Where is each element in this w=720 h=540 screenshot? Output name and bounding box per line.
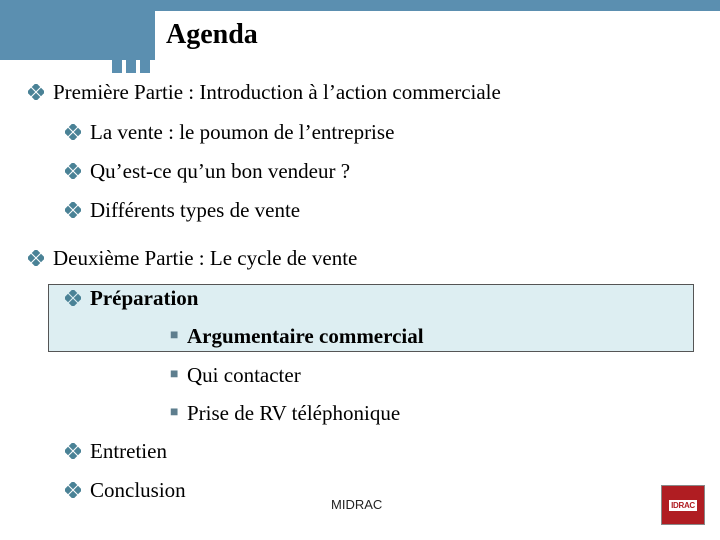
footer-text: MIDRAC — [331, 497, 383, 512]
list-item — [65, 197, 300, 223]
list-item-text: Différents types de vente — [90, 198, 301, 222]
list-item-text: Qu’est-ce qu’un bon vendeur ? — [90, 159, 351, 183]
list-item-text: Première Partie : Introduction à l’action commerciale — [53, 80, 501, 104]
list-item-text: Préparation — [90, 286, 199, 310]
list-item-text: Argumentaire commercial — [187, 324, 424, 348]
list-item — [170, 400, 400, 426]
header-decoration-step — [126, 60, 136, 73]
list-item-text: Qui contacter — [187, 363, 301, 387]
list-item — [65, 438, 167, 464]
list-item-text: Deuxième Partie : Le cycle de vente — [53, 246, 358, 270]
square-bullet-icon: ■ — [170, 405, 179, 420]
header-decoration — [0, 0, 155, 60]
header-decoration-step — [140, 60, 150, 73]
title-bar — [155, 0, 720, 11]
list-item — [170, 362, 301, 388]
diamond-bullet-icon — [28, 84, 44, 100]
diamond-bullet-icon — [28, 250, 44, 266]
list-item-text: Prise de RV téléphonique — [187, 401, 401, 425]
square-bullet-icon: ■ — [170, 328, 179, 343]
list-item-text: La vente : le poumon de l’entreprise — [90, 120, 395, 144]
diamond-bullet-icon — [65, 202, 81, 218]
diamond-bullet-icon — [65, 163, 81, 179]
diamond-bullet-icon — [65, 482, 81, 498]
list-item — [65, 477, 186, 503]
square-bullet-icon: ■ — [170, 367, 179, 382]
slide-title: Agenda — [166, 19, 258, 50]
idrac-logo — [661, 485, 705, 525]
header-decoration-step — [112, 60, 122, 73]
diamond-bullet-icon — [65, 290, 81, 306]
list-item — [28, 245, 357, 271]
diamond-bullet-icon — [65, 124, 81, 140]
logo-text: IDRAC — [671, 500, 695, 510]
diamond-bullet-icon — [65, 443, 81, 459]
list-item-text: Conclusion — [90, 478, 186, 502]
list-item — [28, 79, 501, 105]
list-item-text: Entretien — [90, 439, 167, 463]
list-item — [65, 158, 350, 184]
list-item — [65, 285, 198, 311]
list-item — [65, 119, 394, 145]
list-item — [170, 323, 424, 349]
